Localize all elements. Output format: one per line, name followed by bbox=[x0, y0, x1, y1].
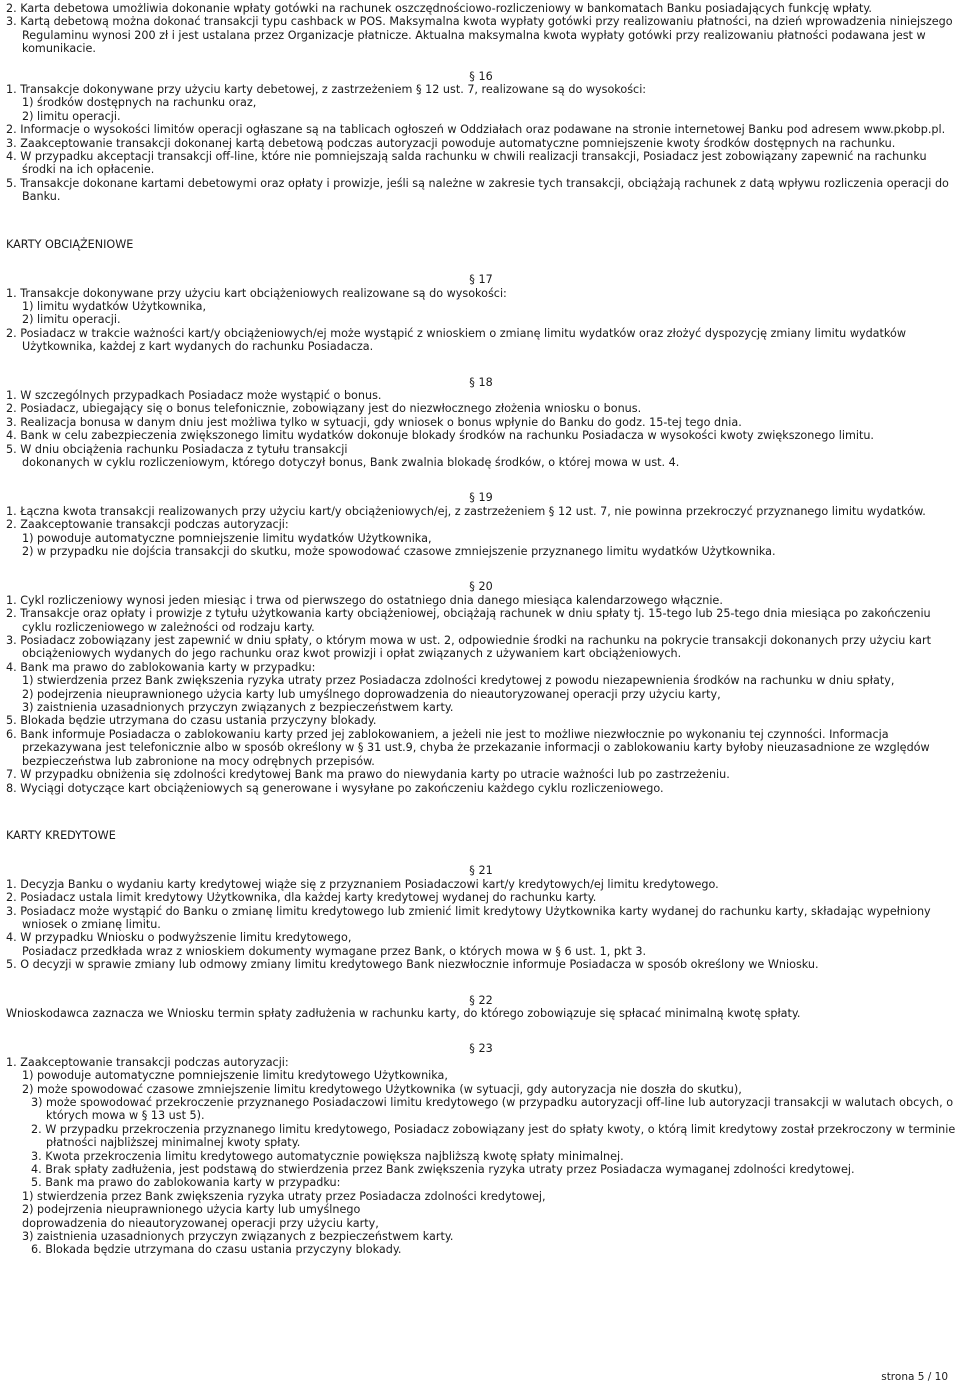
paragraph-heading: § 19 bbox=[469, 491, 493, 505]
numbered-item: 1. W szczególnych przypadkach Posiadacz może wystąpić o bonus. bbox=[6, 388, 382, 402]
sub-item: 2) limitu operacji. bbox=[22, 313, 121, 327]
numbered-item: 7. W przypadku obniżenia się zdolności kredytowej Bank ma prawo do niewydania karty po utracie ważności lub po zastrzeżeniu. bbox=[6, 768, 730, 782]
spacer bbox=[6, 972, 956, 994]
numbered-item: 3. Posiadacz zobowiązany jest zapewnić w dniu spłaty, o którym mowa w ust. 2, odpowiednie środki na rachunku na pokrycie transakcji dokonanych przy użyciu kart obciążeniowych wydanych do jego rachunku oraz kwot prowizji i opłat związanych z używaniem kart obciążeniowych. bbox=[6, 634, 931, 661]
numbered-item: 4. W przypadku Wniosku o podwyższenie limitu kredytowego, bbox=[6, 931, 352, 945]
numbered-item: 4. Bank w celu zabezpieczenia zwiększonego limitu wydatków dokonuje blokady środków na rachunku Posiadacza w wysokości kwoty zwiększonego limitu. bbox=[6, 429, 874, 443]
spacer bbox=[6, 204, 956, 238]
paragraph-heading: § 16 bbox=[469, 69, 493, 83]
numbered-item: 3. Kartą debetową można dokonać transakcji typu cashback w POS. Maksymalna kwota wypłaty gotówki przy realizowaniu płatności, na dzień wprowadzenia niniejszego Regulaminu wynosi 200 zł i jest ustalana przez Organizacje płatnicze. Aktualna maksymalna kwota wypłaty gotówki przy realizowaniu płatności podawana jest w komunikacie. bbox=[6, 15, 953, 56]
sub-item: 6. Blokada będzie utrzymana do czasu ustania przyczyny blokady. bbox=[31, 1243, 402, 1257]
sub-item: 3. Kwota przekroczenia limitu kredytowego automatycznie powiększa najbliższą kwotę spłaty minimalnej. bbox=[31, 1149, 624, 1163]
spacer bbox=[6, 1020, 956, 1042]
sub-item: 3) zaistnienia uzasadnionych przyczyn związanych z bezpieczeństwem karty. bbox=[22, 701, 454, 715]
spacer bbox=[6, 251, 956, 273]
sub-item: 2) podejrzenia nieuprawnionego użycia karty lub umyślnego doprowadzenia do nieautoryzowanej operacji przy użyciu karty, bbox=[22, 687, 721, 701]
numbered-item: 1. Zaakceptowanie transakcji podczas autoryzacji: bbox=[6, 1055, 289, 1069]
paragraph-heading: § 23 bbox=[469, 1042, 493, 1056]
numbered-item: 4. W przypadku akceptacji transakcji off-line, które nie pomniejszają salda rachunku w chwili realizacji transakcji, Posiadacz jest zobowiązany zapewnić na rachunku środki na ich opłacenie. bbox=[6, 150, 927, 177]
numbered-item: 4. Bank ma prawo do zablokowania karty w przypadku: bbox=[6, 660, 316, 674]
numbered-item: 1. Cykl rozliczeniowy wynosi jeden miesiąc i trwa od pierwszego do ostatniego dnia danego miesiąca kalendarzowego włącznie. bbox=[6, 593, 723, 607]
numbered-item: 3. Realizacja bonusa w danym dniu jest możliwa tylko w sytuacji, gdy wniosek o bonus wpłynie do Banku do godz. 15-tej tego dnia. bbox=[6, 415, 742, 429]
sub-item: 2) w przypadku nie dojścia transakcji do skutku, może spowodować czasowe zmniejszenie przyznanego limitu wydatków Użytkownika. bbox=[22, 545, 776, 558]
sub-item: 2) podejrzenia nieuprawnionego użycia karty lub umyślnego bbox=[22, 1203, 361, 1217]
document-body bbox=[6, 2, 956, 1257]
page-number: strona 5 / 10 bbox=[881, 1371, 948, 1383]
numbered-item: 1. Łączna kwota transakcji realizowanych przy użyciu kart/y obciążeniowych/ej, z zastrzeżeniem § 12 ust. 7, nie powinna przekroczyć przyznanego limitu wydatków. bbox=[6, 504, 926, 518]
spacer bbox=[6, 558, 956, 580]
numbered-item: 1. Decyzja Banku o wydaniu karty kredytowej wiąże się z przyznaniem Posiadaczowi kart/y kredytowych/ej limitu kredytowego. bbox=[6, 877, 719, 891]
numbered-item: 2. Posiadacz w trakcie ważności kart/y obciążeniowych/ej może wystąpić z wnioskiem o zmianę limitu wydatków oraz złożyć dyspozycję zmiany limitu wydatków Użytkownika, każdej z kart wydanych do rachunku Posiadacza. bbox=[6, 326, 907, 354]
spacer bbox=[6, 469, 956, 491]
sub-item: 1) środków dostępnych na rachunku oraz, bbox=[22, 96, 257, 110]
numbered-item: 2. Posiadacz, ubiegający się o bonus telefonicznie, zobowiązany jest do niezwłocznego złożenia wniosku o bonus. bbox=[6, 402, 642, 416]
sub-item: 1) stwierdzenia przez Bank zwiększenia ryzyka utraty przez Posiadacza zdolności kredytowej, bbox=[22, 1189, 546, 1203]
numbered-item: 2. Posiadacz ustala limit kredytowy Użytkownika, dla każdej karty kredytowej wydanej do rachunku karty. bbox=[6, 891, 597, 905]
numbered-item: 2. Karta debetowa umożliwia dokonanie wpłaty gotówki na rachunek oszczędnościowo-rozliczeniowy w bankomatach Banku posiadających funkcję wpłaty. bbox=[6, 2, 872, 15]
sub-item: 4. Brak spłaty zadłużenia, jest podstawą do stwierdzenia przez Bank zwiększenia ryzyka utraty przez Posiadacza wymaganej zdolności kredytowej. bbox=[31, 1163, 855, 1177]
numbered-item: 8. Wyciągi dotyczące kart obciążeniowych są generowane i wysyłane po zakończeniu każdego cyklu rozliczeniowego. bbox=[6, 781, 664, 795]
spacer bbox=[6, 354, 956, 376]
sub-item: 1) limitu wydatków Użytkownika, bbox=[22, 299, 207, 313]
paragraph-heading: § 20 bbox=[469, 580, 493, 594]
numbered-item: 5. Transakcje dokonane kartami debetowymi oraz opłaty i prowizje, jeśli są należne w zakresie tych transakcji, obciążają rachunek z datą wpływu rozliczenia operacji do Banku. bbox=[6, 176, 949, 204]
numbered-item: 5. Blokada będzie utrzymana do czasu ustania przyczyny blokady. bbox=[6, 714, 377, 728]
sub-item: 3) zaistnienia uzasadnionych przyczyn związanych z bezpieczeństwem karty. bbox=[22, 1230, 454, 1244]
sub-item: 2. W przypadku przekroczenia przyznanego limitu kredytowego, Posiadacz zobowiązany jest do spłaty kwoty, o którą limit kredytowy został przekroczony w terminie płatności najbliższej minimalnej kwoty spłaty. bbox=[31, 1122, 956, 1150]
numbered-item: 6. Bank informuje Posiadacza o zablokowaniu karty przed jej zablokowaniem, a jeżeli nie jest to możliwe niezwłocznie po wykonaniu tej czynności. Informacja przekazywana jest telefonicznie albo w sposób określony w § 31 ust.9, chyba że przekazanie informacji o zablokowaniu karty byłoby nieuzasadnione ze względów bezpieczeństwa lub zabronione na mocy odrębnych przepisów. bbox=[6, 727, 930, 768]
sub-item: 3) może spowodować przekroczenie przyznanego Posiadaczowi limitu kredytowego (w przypadku autoryzacji off-line lub autoryzacji transakcji w walutach obcych, o których mowa w § 13 ust 5). bbox=[31, 1096, 954, 1123]
sub-item: Posiadacz przedkłada wraz z wnioskiem dokumenty wymagane przez Bank, o których mowa w § 6 ust. 1, pkt 3. bbox=[22, 944, 647, 958]
numbered-item: 5. O decyzji w sprawie zmiany lub odmowy zmiany limitu kredytowego Bank niezwłocznie informuje Posiadacza w sposób określony we Wniosku. bbox=[6, 958, 819, 972]
text-line: Wnioskodawca zaznacza we Wniosku termin spłaty zadłużenia w rachunku karty, do którego zobowiązuje się spłacać minimalną kwotę spłaty. bbox=[6, 1006, 801, 1020]
numbered-item: 2. Transakcje oraz opłaty i prowizje z tytułu użytkowania karty obciążeniowej, obciążają rachunek w dniu spłaty tj. 15-tego lub 25-tego dnia miesiąca po zakończeniu cyklu rozliczeniowego w zależności od rodzaju karty. bbox=[6, 607, 931, 634]
sub-item: 2) limitu operacji. bbox=[22, 109, 121, 123]
paragraph-heading: § 18 bbox=[469, 375, 493, 389]
sub-item: 1) powoduje automatyczne pomniejszenie limitu wydatków Użytkownika, bbox=[22, 531, 432, 545]
paragraph-heading: § 17 bbox=[469, 273, 493, 287]
sub-item: 2) może spowodować czasowe zmniejszenie limitu kredytowego Użytkownika (w sytuacji, gdy autoryzacja nie doszła do skutku), bbox=[22, 1082, 742, 1096]
spacer bbox=[6, 842, 956, 864]
section-heading: KARTY KREDYTOWE bbox=[6, 828, 116, 842]
paragraph-heading: § 21 bbox=[469, 864, 493, 878]
spacer bbox=[6, 56, 956, 70]
spacer bbox=[6, 795, 956, 829]
sub-item: doprowadzenia do nieautoryzowanej operacji przy użyciu karty, bbox=[22, 1216, 379, 1230]
numbered-item: 2. Informacje o wysokości limitów operacji ogłaszane są na tablicach ogłoszeń w Oddziałach oraz podawane na stronie internetowej Banku pod adresem www.pkobp.pl. bbox=[6, 123, 946, 137]
numbered-item: 5. W dniu obciążenia rachunku Posiadacza z tytułu transakcji bbox=[6, 442, 348, 456]
sub-item: 5. Bank ma prawo do zablokowania karty w przypadku: bbox=[31, 1176, 341, 1190]
numbered-item: 3. Zaakceptowanie transakcji dokonanej kartą debetową podczas autoryzacji powoduje automatyczne pomniejszenie kwoty środków dostępnych na rachunku. bbox=[6, 136, 896, 150]
sub-item: 1) stwierdzenia przez Bank zwiększenia ryzyka utraty przez Posiadacza zdolności kredytowej z powodu niezapewnienia środków na rachunku w dniu spłaty, bbox=[22, 674, 895, 688]
numbered-item: 3. Posiadacz może wystąpić do Banku o zmianę limitu kredytowego lub zmienić limit kredytowy Użytkownika karty wydanej do rachunku karty, składając wypełniony wniosek o zmianę limitu. bbox=[6, 904, 931, 931]
paragraph-heading: § 22 bbox=[469, 993, 493, 1007]
sub-item: dokonanych w cyklu rozliczeniowym, którego dotyczył bonus, Bank zwalnia blokadę środków, o której mowa w ust. 4. bbox=[22, 455, 680, 469]
numbered-item: 1. Transakcje dokonywane przy użyciu karty debetowej, z zastrzeżeniem § 12 ust. 7, realizowane są do wysokości: bbox=[6, 83, 647, 97]
numbered-item: 1. Transakcje dokonywane przy użyciu kart obciążeniowych realizowane są do wysokości: bbox=[6, 286, 507, 300]
sub-item: 1) powoduje automatyczne pomniejszenie limitu kredytowego Użytkownika, bbox=[22, 1069, 448, 1083]
section-heading: KARTY OBCIĄŻENIOWE bbox=[6, 237, 134, 251]
numbered-item: 2. Zaakceptowanie transakcji podczas autoryzacji: bbox=[6, 518, 289, 532]
